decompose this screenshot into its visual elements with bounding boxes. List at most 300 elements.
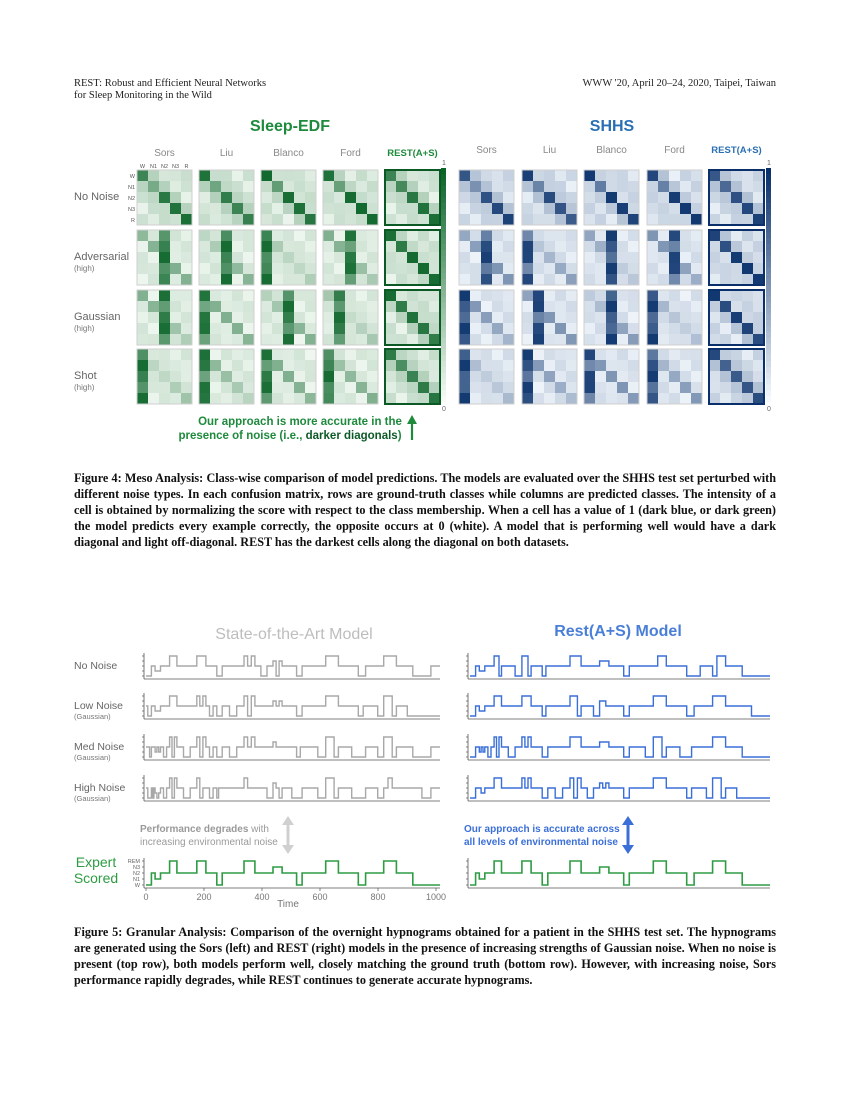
matrix-cell [367,252,378,263]
confusion-matrix [522,170,577,225]
matrix-cell [261,170,272,181]
matrix-cell [709,393,720,404]
matrix-cell [566,382,577,393]
colorbar-segment [441,320,446,326]
matrix-cell [628,349,639,360]
matrix-cell [669,274,680,285]
matrix-cell [753,334,764,345]
matrix-cell [595,214,606,225]
matrix-cell [753,230,764,241]
matrix-cell [261,241,272,252]
matrix-cell [459,230,470,241]
matrix-cell [345,170,356,181]
matrix-cell [345,203,356,214]
matrix-cell [544,382,555,393]
matrix-cell [544,360,555,371]
confusion-matrix [137,290,192,345]
matrix-cell [584,290,595,301]
matrix-cell [628,290,639,301]
matrix-cell [584,323,595,334]
matrix-cell [148,214,159,225]
matrix-cell [261,263,272,274]
matrix-cell [429,203,440,214]
matrix-cell [385,181,396,192]
matrix-cell [170,252,181,263]
matrix-cell [407,241,418,252]
matrix-cell [396,382,407,393]
matrix-cell [159,323,170,334]
matrix-cell [356,360,367,371]
matrix-cell [742,263,753,274]
matrix-cell [606,192,617,203]
matrix-cell [691,360,702,371]
matrix-cell [323,203,334,214]
matrix-cell [148,274,159,285]
matrix-cell [720,360,731,371]
confusion-matrix [385,290,440,345]
matrix-cell [584,252,595,263]
matrix-cell [709,252,720,263]
matrix-cell [481,290,492,301]
row-label: No Noise [74,191,120,203]
matrix-cell [396,312,407,323]
matrix-cell [481,230,492,241]
colorbar-segment [766,367,771,373]
matrix-cell [731,312,742,323]
matrix-cell [731,203,742,214]
confusion-matrix [261,349,316,404]
matrix-cell [680,393,691,404]
matrix-cell [232,312,243,323]
matrix-cell [566,263,577,274]
colorbar-segment [441,244,446,250]
matrix-cell [210,214,221,225]
matrix-cell [680,241,691,252]
sota-hypnogram [146,696,440,716]
matrix-cell [628,312,639,323]
matrix-cell [720,334,731,345]
matrix-cell [566,214,577,225]
colorbar-segment [766,232,771,238]
matrix-cell [691,230,702,241]
colorbar-segment [441,273,446,279]
matrix-cell [481,181,492,192]
model-column-header: Blanco [273,148,304,159]
colorbar-segment [766,244,771,250]
matrix-cell [345,323,356,334]
matrix-cell [691,334,702,345]
matrix-cell [407,360,418,371]
matrix-cell [544,393,555,404]
matrix-cell [356,349,367,360]
matrix-cell [555,382,566,393]
matrix-cell [533,393,544,404]
colorbar-segment [766,396,771,402]
matrix-cell [367,371,378,382]
matrix-cell [566,301,577,312]
matrix-cell [533,290,544,301]
matrix-cell [584,393,595,404]
matrix-cell [159,214,170,225]
matrix-cell [334,274,345,285]
matrix-cell [742,334,753,345]
matrix-cell [669,371,680,382]
colorbar-segment [766,180,771,186]
matrix-cell [544,214,555,225]
matrix-cell [137,263,148,274]
rest-title: Rest(A+S) Model [554,623,682,640]
matrix-cell [522,192,533,203]
matrix-cell [647,334,658,345]
matrix-cell [753,170,764,181]
matrix-cell [742,323,753,334]
matrix-cell [470,274,481,285]
matrix-cell [753,274,764,285]
matrix-cell [595,360,606,371]
matrix-cell [407,214,418,225]
confusion-matrix [459,290,514,345]
matrix-cell [323,301,334,312]
matrix-cell [429,252,440,263]
matrix-cell [492,312,503,323]
matrix-cell [709,274,720,285]
matrix-cell [418,393,429,404]
matrix-cell [658,312,669,323]
matrix-cell [709,203,720,214]
expert-label-line2: Scored [73,870,119,886]
matrix-cell [617,371,628,382]
matrix-cell [753,323,764,334]
matrix-cell [742,170,753,181]
matrix-cell [385,393,396,404]
matrix-cell [617,203,628,214]
matrix-cell [210,323,221,334]
matrix-cell [742,274,753,285]
matrix-cell [181,241,192,252]
matrix-cell [566,371,577,382]
matrix-cell [210,241,221,252]
matrix-cell [170,349,181,360]
matrix-cell [170,263,181,274]
matrix-cell [272,214,283,225]
matrix-cell [753,263,764,274]
matrix-cell [210,349,221,360]
matrix-cell [170,323,181,334]
matrix-cell [356,371,367,382]
matrix-cell [137,349,148,360]
matrix-cell [522,203,533,214]
matrix-cell [566,334,577,345]
matrix-cell [584,360,595,371]
matrix-cell [470,252,481,263]
x-tick-label: 800 [370,892,386,902]
matrix-cell [137,203,148,214]
matrix-cell [181,301,192,312]
colorbar-segment [766,349,771,355]
colorbar-segment [441,168,446,174]
matrix-cell [232,230,243,241]
matrix-cell [396,360,407,371]
matrix-cell [617,382,628,393]
matrix-cell [492,263,503,274]
matrix-cell [272,301,283,312]
confusion-matrix [709,290,764,345]
matrix-cell [669,214,680,225]
matrix-cell [481,241,492,252]
matrix-cell [617,349,628,360]
matrix-cell [544,230,555,241]
matrix-cell [261,360,272,371]
matrix-cell [334,263,345,274]
matrix-cell [418,312,429,323]
matrix-cell [628,323,639,334]
matrix-cell [691,241,702,252]
matrix-cell [148,241,159,252]
matrix-cell [283,323,294,334]
model-column-header: Ford [340,148,361,159]
matrix-cell [584,214,595,225]
class-row-label: W [129,174,135,180]
matrix-cell [232,360,243,371]
matrix-cell [323,382,334,393]
matrix-cell [334,192,345,203]
matrix-cell [199,301,210,312]
matrix-cell [243,382,254,393]
confusion-matrix [459,349,514,404]
matrix-cell [533,349,544,360]
matrix-cell [584,312,595,323]
matrix-cell [199,252,210,263]
matrix-cell [137,252,148,263]
confusion-matrix [323,230,378,285]
matrix-cell [753,192,764,203]
matrix-cell [272,382,283,393]
confusion-matrix [584,230,639,285]
matrix-cell [628,360,639,371]
matrix-cell [522,301,533,312]
matrix-cell [492,349,503,360]
matrix-cell [647,301,658,312]
colorbar-segment [441,250,446,256]
matrix-cell [691,301,702,312]
matrix-cell [617,192,628,203]
matrix-cell [283,241,294,252]
matrix-cell [323,360,334,371]
matrix-cell [261,301,272,312]
matrix-cell [294,334,305,345]
matrix-cell [522,290,533,301]
matrix-cell [742,203,753,214]
colorbar-segment [441,191,446,197]
matrix-cell [199,230,210,241]
hypno-row-label: Med Noise [74,741,125,753]
matrix-cell [407,393,418,404]
matrix-cell [159,360,170,371]
matrix-cell [669,181,680,192]
matrix-cell [407,252,418,263]
matrix-cell [503,230,514,241]
matrix-cell [742,349,753,360]
matrix-cell [533,312,544,323]
matrix-cell [459,371,470,382]
matrix-cell [555,349,566,360]
matrix-cell [396,349,407,360]
matrix-cell [170,393,181,404]
matrix-cell [407,181,418,192]
matrix-cell [418,181,429,192]
matrix-cell [356,192,367,203]
class-column-label: W [139,164,146,170]
rest-hypnogram [470,778,770,798]
matrix-cell [628,181,639,192]
matrix-cell [555,323,566,334]
confusion-matrix [709,349,764,404]
matrix-cell [617,393,628,404]
matrix-cell [595,252,606,263]
matrix-cell [356,230,367,241]
matrix-cell [606,274,617,285]
matrix-cell [429,360,440,371]
colorbar-segment [441,314,446,320]
matrix-cell [533,263,544,274]
confusion-matrix [647,290,702,345]
annotation-part-c: ) [397,430,402,442]
colorbar-segment [441,215,446,221]
matrix-cell [658,263,669,274]
matrix-cell [680,274,691,285]
confusion-matrix [459,230,514,285]
matrix-cell [647,263,658,274]
colorbar-segment [441,221,446,227]
colorbar-segment [441,303,446,309]
matrix-cell [647,323,658,334]
matrix-cell [232,301,243,312]
matrix-cell [243,371,254,382]
matrix-cell [181,192,192,203]
confusion-matrix [647,170,702,225]
matrix-cell [367,349,378,360]
matrix-cell [356,214,367,225]
colorbar-segment [441,232,446,238]
colorbar-segment [766,256,771,262]
matrix-cell [429,349,440,360]
matrix-cell [407,349,418,360]
matrix-cell [669,290,680,301]
matrix-cell [731,230,742,241]
matrix-cell [720,192,731,203]
matrix-cell [606,312,617,323]
matrix-cell [731,241,742,252]
matrix-cell [742,192,753,203]
matrix-cell [533,230,544,241]
matrix-cell [159,252,170,263]
colorbar-segment [766,262,771,268]
matrix-cell [544,203,555,214]
matrix-cell [272,192,283,203]
model-column-header: Sors [476,145,497,156]
matrix-cell [628,241,639,252]
matrix-cell [305,192,316,203]
matrix-cell [305,360,316,371]
matrix-cell [283,301,294,312]
matrix-cell [170,382,181,393]
matrix-cell [181,393,192,404]
matrix-cell [429,181,440,192]
matrix-cell [429,192,440,203]
matrix-cell [345,312,356,323]
matrix-cell [544,274,555,285]
matrix-cell [555,181,566,192]
matrix-cell [669,393,680,404]
matrix-cell [544,263,555,274]
matrix-cell [691,323,702,334]
matrix-cell [606,203,617,214]
matrix-cell [323,241,334,252]
matrix-cell [595,170,606,181]
matrix-cell [210,290,221,301]
confusion-matrix [709,230,764,285]
matrix-cell [199,263,210,274]
colorbar-segment [441,338,446,344]
up-arrow-icon [407,415,417,440]
matrix-cell [272,323,283,334]
matrix-cell [470,181,481,192]
matrix-cell [544,323,555,334]
matrix-cell [503,301,514,312]
matrix-cell [647,241,658,252]
matrix-cell [522,263,533,274]
matrix-cell [459,263,470,274]
matrix-cell [606,323,617,334]
sleep-edf-title: Sleep-EDF [249,118,331,135]
matrix-cell [283,230,294,241]
matrix-cell [385,349,396,360]
class-row-label: N1 [127,185,135,191]
colorbar-segment [766,314,771,320]
matrix-cell [283,274,294,285]
matrix-cell [170,360,181,371]
matrix-cell [261,181,272,192]
matrix-cell [533,301,544,312]
model-column-header: REST(A+S) [387,148,438,159]
matrix-cell [170,274,181,285]
matrix-cell [584,301,595,312]
matrix-cell [407,312,418,323]
matrix-cell [533,334,544,345]
matrix-cell [305,382,316,393]
matrix-cell [628,192,639,203]
confusion-matrix [459,170,514,225]
matrix-cell [221,252,232,263]
matrix-cell [470,214,481,225]
colorbar-segment [766,344,771,350]
matrix-cell [647,393,658,404]
matrix-cell [606,360,617,371]
left-note-line1 [140,824,269,835]
matrix-cell [669,301,680,312]
matrix-cell [617,214,628,225]
matrix-cell [658,214,669,225]
matrix-cell [148,263,159,274]
hypno-row-sublabel: (Gaussian) [74,794,111,803]
matrix-cell [533,360,544,371]
matrix-cell [261,290,272,301]
matrix-cell [232,263,243,274]
model-column-header: Blanco [596,145,627,156]
matrix-cell [305,263,316,274]
matrix-cell [647,252,658,263]
matrix-cell [199,382,210,393]
